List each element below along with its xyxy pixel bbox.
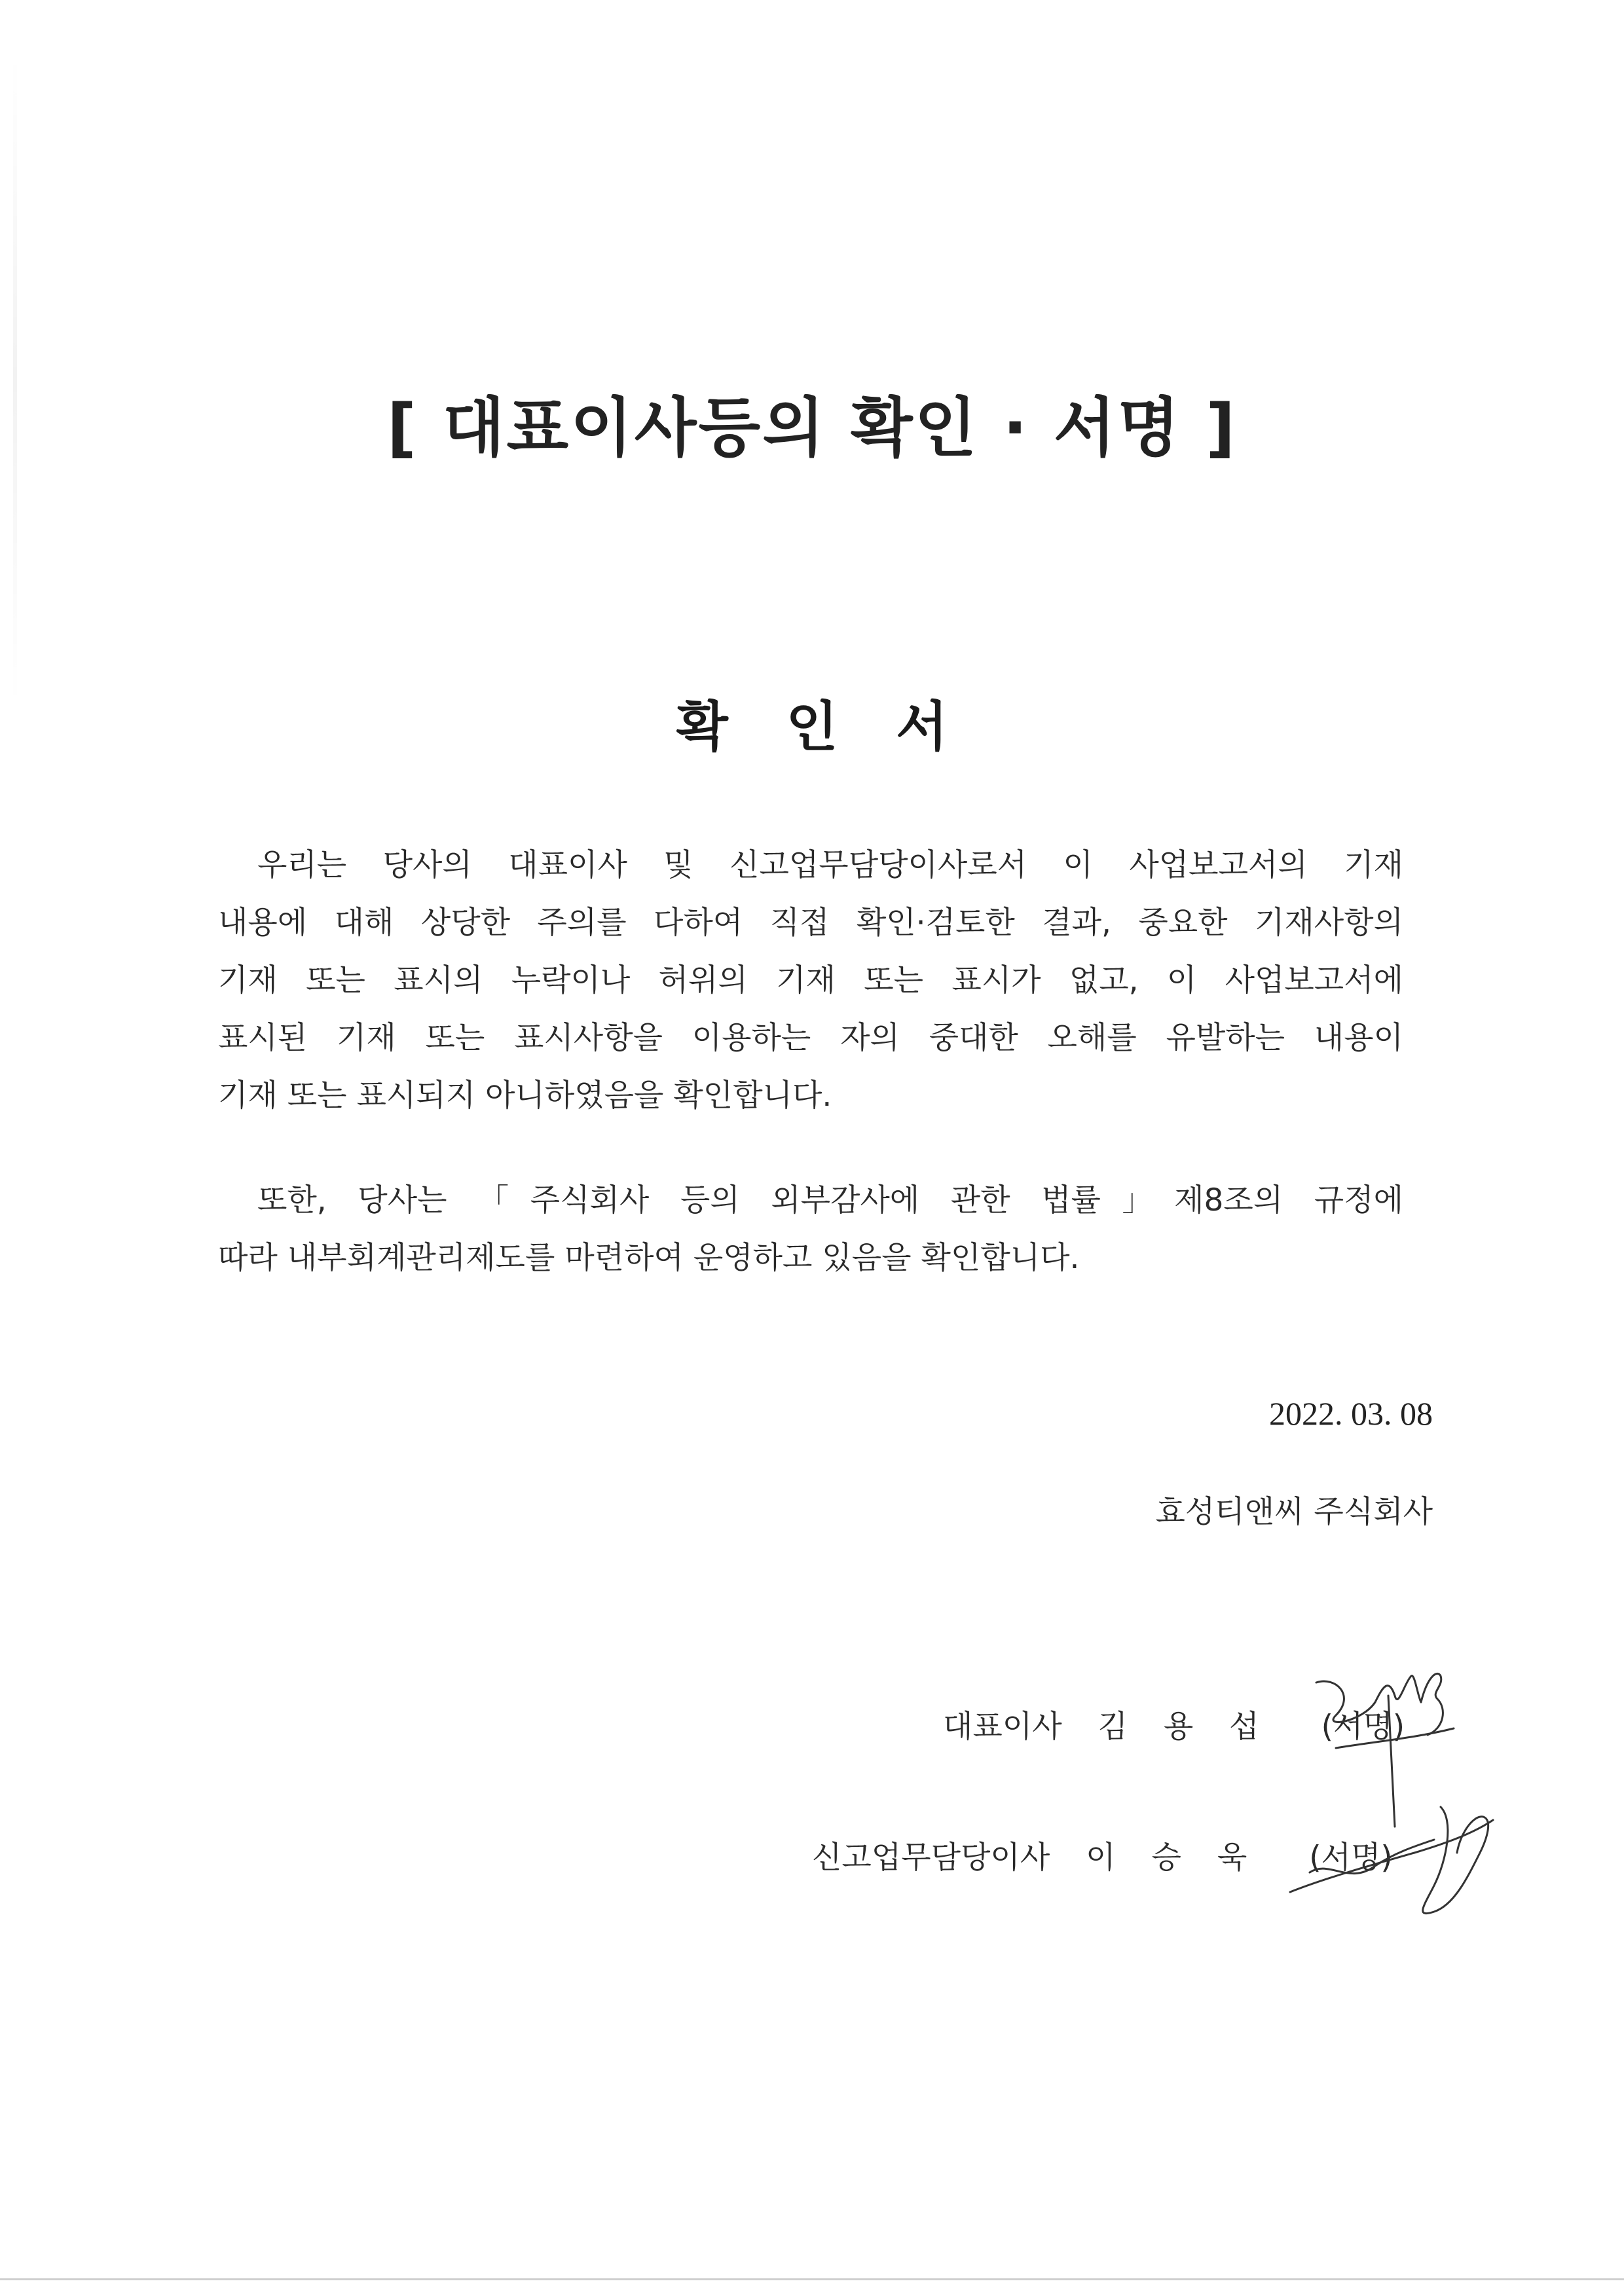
document-date: 2022. 03. 08 [1269,1395,1433,1432]
signature-mark: (서명) [1321,1709,1405,1745]
signatory-name: 이 승 욱 [1086,1840,1247,1876]
signatory-role: 신고업무담당이사 [812,1840,1050,1876]
confirmation-heading: 확 인 서 [676,696,948,758]
paragraph-line: 내용에 대해 상당한 주의를 다하여 직접 확인·검토한 결과, 중요한 기재사항의 [218,905,1403,941]
document-title: [ 대표이사등의 확인 · 서명 ] [386,391,1238,465]
paragraph-line: 기재 또는 표시되지 아니하였음을 확인합니다. [218,1078,832,1114]
signatory-role: 대표이사 [943,1709,1062,1745]
confirmation-paragraph-1 [218,837,1403,1125]
paragraph-line: 우리는 당사의 대표이사 및 신고업무담당이사로서 이 사업보고서의 기재 [257,847,1403,883]
company-name: 효성티앤씨 주식회사 [1155,1494,1433,1530]
paragraph-line: 따라 내부회계관리제도를 마련하여 운영하고 있음을 확인합니다. [218,1240,1080,1276]
paragraph-line: 또한, 당사는 「주식회사 등의 외부감사에 관한 법률」제8조의 규정에 [257,1182,1403,1218]
signature-mark: (서명) [1309,1840,1393,1876]
page-bottom-edge [0,2278,1624,2280]
signatory-disclosure-officer [812,1833,1393,1877]
paragraph-line: 기재 또는 표시의 누락이나 허위의 기재 또는 표시가 없고, 이 사업보고서에 [218,962,1403,998]
signatory-name: 김 용 섭 [1098,1709,1259,1745]
paragraph-line: 표시된 기재 또는 표시사항을 이용하는 자의 중대한 오해를 유발하는 내용이 [218,1020,1403,1056]
confirmation-paragraph-2 [218,1172,1403,1287]
signatory-ceo [943,1702,1405,1746]
handwritten-signature-ceo [1297,1656,1467,1853]
